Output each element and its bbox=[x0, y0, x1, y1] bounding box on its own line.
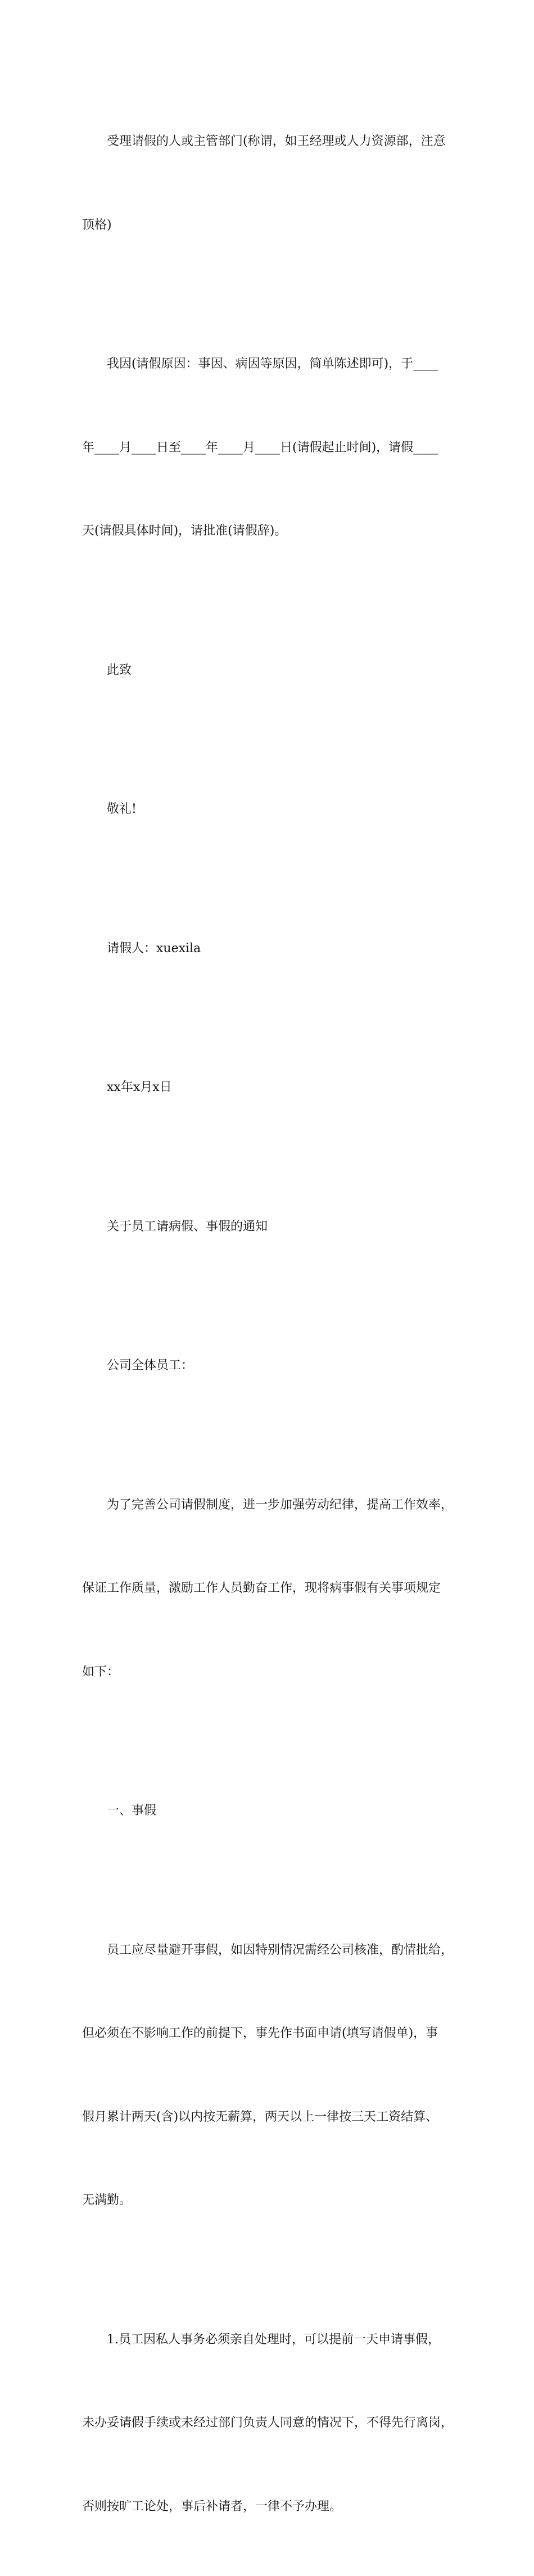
text-line: 天(请假具体时间)，请批准(请假辞)。 bbox=[57, 517, 458, 545]
text-line: 受理请假的人或主管部门(称谓，如王经理或人力资源部，注意 bbox=[82, 128, 458, 156]
closing-paragraph bbox=[82, 601, 458, 740]
notice-title-paragraph bbox=[82, 1157, 458, 1297]
applicant-paragraph bbox=[82, 879, 458, 1018]
text-line: xx年x月x日 bbox=[82, 1074, 458, 1102]
text-line: 未办妥请假手续或未经过部门负责人同意的情况下，不得先行离岗， bbox=[57, 2409, 458, 2437]
text-line: 员工应尽量避开事假，如因特别情况需经公司核准，酌情批给， bbox=[82, 1936, 458, 1964]
text-line: 一、事假 bbox=[82, 1797, 458, 1825]
text-line: 为了完善公司请假制度，进一步加强劳动纪律，提高工作效率， bbox=[82, 1491, 458, 1519]
text-line: 但必须在不影响工作的前提下，事先作书面申请(填写请假单)，事 bbox=[57, 2020, 458, 2048]
purpose-paragraph bbox=[82, 1436, 458, 1742]
document-body bbox=[82, 72, 458, 2576]
text-line: 如下： bbox=[57, 1658, 458, 1686]
section-heading-paragraph bbox=[82, 1741, 458, 1881]
text-line: 敬礼! bbox=[82, 795, 458, 823]
recipients-paragraph bbox=[82, 1296, 458, 1436]
text-line: 关于员工请病假、事假的通知 bbox=[82, 1213, 458, 1241]
salutation-paragraph bbox=[82, 740, 458, 879]
text-line: 此致 bbox=[82, 657, 458, 685]
date-paragraph bbox=[82, 1018, 458, 1157]
text-line: 1.员工因私人事务必须亲自处理时，可以提前一天申请事假， bbox=[82, 2326, 458, 2354]
text-line: 无满勤。 bbox=[57, 2186, 458, 2215]
reason-paragraph bbox=[82, 295, 458, 601]
text-line: 顶格) bbox=[57, 211, 458, 239]
text-line: 假月累计两天(含)以内按无薪算，两天以上一律按三天工资结算、 bbox=[57, 2103, 458, 2131]
addressee-paragraph bbox=[82, 72, 458, 295]
text-line: 否则按旷工论处，事后补请者，一律不予办理。 bbox=[57, 2493, 458, 2521]
text-line: 我因(请假原因：事因、病因等原因，简单陈述即可)，于____ bbox=[82, 350, 458, 378]
text-line: 保证工作质量，激励工作人员勤奋工作，现将病事假有关事项规定 bbox=[57, 1574, 458, 1602]
rule-one-paragraph bbox=[82, 2270, 458, 2576]
personal-leave-paragraph bbox=[82, 1881, 458, 2270]
text-line: 请假人：xuexila bbox=[82, 935, 458, 963]
text-line: 公司全体员工： bbox=[82, 1352, 458, 1380]
document-page bbox=[0, 0, 534, 755]
text-line: 年____月____日至____年____月____日(请假起止时间)，请假____ bbox=[57, 434, 458, 462]
